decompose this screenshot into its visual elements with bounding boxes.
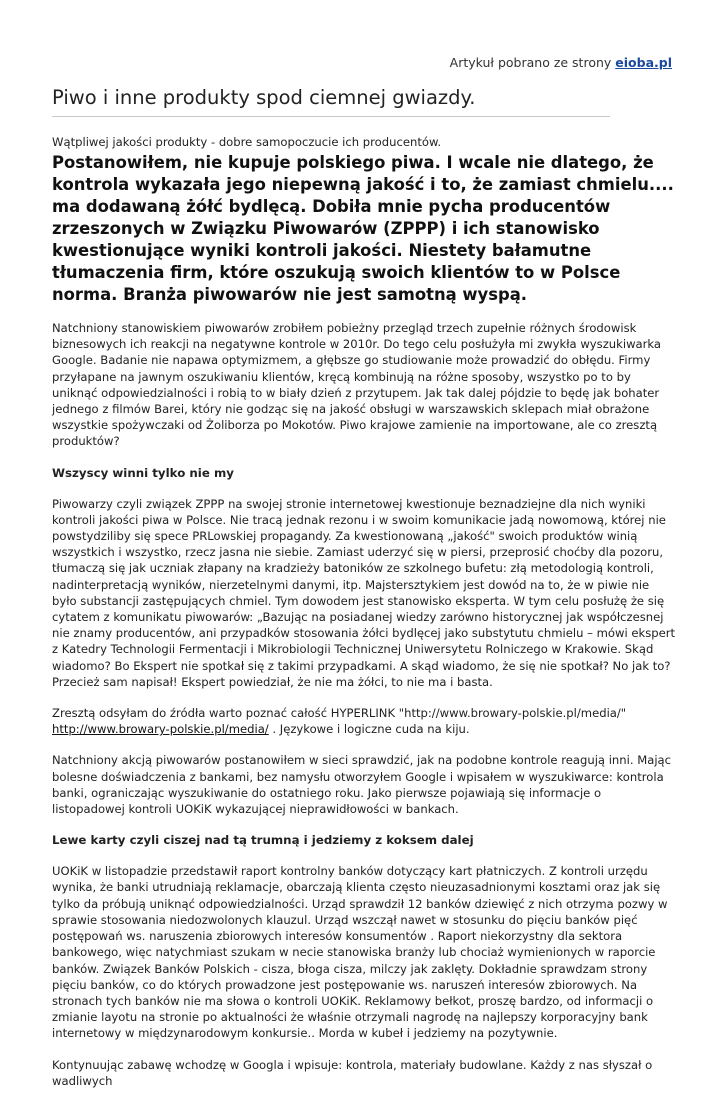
section-heading-1: Wszyscy winni tylko nie my (52, 465, 234, 480)
paragraph-5: UOKiK w listopadzie przedstawił raport kontrolny banków dotyczący kart płatniczych. Z kontroli urzędu wynika, że banki utrudniają reklamacje, obarczają klienta często nieuzasadnionymi kosztami oraz jak się tylko da próbują uniknąć odpowiedzialności. Urząd sprawdził 12 banków dziewięć z nich otrzyma pozwy w sprawie stosowania niedozwolonych klauzul. Urząd wszczął nawet w stosunku do pięciu banków pięć postępowań ws. naruszenia zbiorowych interesów konsumentów . Raport niekorzystny dla sektora bankowego, więc natychmiast szukam w necie stanowiska branży lub chociaż wymienionych w raporcie banków. Związek Banków Polskich - cisza, błoga cisza, milczy jak zaklęty. Dokładnie sprawdzam strony pięciu banków, co do których prowadzone jest postępowanie ws. naruszeń interesów zbiorowych. Na stronach tych banków nie ma słowa o kontroli UOKiK. Reklamowy bełkot, proszę bardzo, od informacji o zmianie layotu na stronie po aktualności że właśnie otrzymali nagrodę na najlepszy korporacyjny bank internetowy w międzynarodowym konkursie.. Morda w kubeł i jedziemy na pozytywnie. (52, 864, 668, 1041)
paragraph-6: Kontynuując zabawę wchodzę w Googla i wpisuje: kontrola, materiały budowlane. Każdy z nas słyszał o wadliwych (52, 1057, 653, 1088)
article-lead: Wątpliwej jakości produkty - dobre samopoczucie ich producentów. (52, 135, 442, 149)
paragraph-4: Natchniony akcją piwowarów postanowiłem w sieci sprawdzić, jak na podobne kontrole reagują inni. Mając bolesne doświadczenia z bankami, bez namysłu otworzyłem Google i wpisałem w wyszukiwarce: kontrola banki, ograniczając wyszukiwanie do ostatniego roku. Jako pierwsze pojawiają się informacje o listopadowej kontroli UOKiK wykazującej nieprawidłowości w bankach. (52, 753, 672, 817)
paragraph-3-post: . Językowe i logiczne cuda na kiju. (268, 722, 470, 737)
section-heading-2: Lewe karty czyli ciszej nad tą trumną i jedziemy z koksem dalej (52, 833, 474, 848)
article-body (52, 134, 677, 1104)
paragraph-3 (52, 705, 677, 737)
title-divider (52, 116, 610, 117)
article-title: Piwo i inne produkty spod ciemnej gwiazdy. (52, 86, 476, 109)
article-intro: Postanowiłem, nie kupuje polskiego piwa. I wcale nie dlatego, że kontrola wykazała jego niepewną jakość i to, że zamiast chmielu.... ma dodawaną żółć bydlęcą. Dobiła mnie pycha producentów zrzeszonych w Związku Piwowarów (ZPPP) i ich stanowisko kwestionujące wyniki kontroli jakości. Niestety bałamutne tłumaczenia firm, które oszukują swoich klientów to w Polsce norma. Branża piwowarów nie jest samotną wyspą. (52, 153, 674, 304)
paragraph-2: Piwowarzy czyli związek ZPPP na swojej stronie internetowej kwestionuje beznadziejne dla nich wyniki kontroli jakości piwa w Polsce. Nie tracą jednak rezonu i w swoim komunikacie jadą nowomową, której nie powstydziliby się spece PRLowskiej propagandy. Za kwestionowaną „jakość" swoich produktów winią wszystkich i wszystko, rzecz jasna nie siebie. Zamiast uderzyć się w piersi, przeprosić choćby dla pozoru, tłumaczą się jak uczniak złapany na kradzieży batoników ze szkolnego bufetu: złą metodologią kontroli, nadinterpretacją wyników, nierzetelnymi danymi, itp. Majstersztykiem jest dowód na to, że w piwie nie było substancji zastępujących chmiel. Tym dowodem jest stanowisko eksperta. W tym celu posłużę że się cytatem z komunikatu piwowarów: „Bazując na posiadanej wiedzy zarówno historycznej jak współczesnej nie znamy producentów, ani przypadków stosowania żółci bydlęcej jako substytutu chmielu – mówi ekspert z Katedry Technologii Fermentacji i Mikrobiologii Technicznej Uniwersytetu Rolniczego w Krakowie. Skąd wiadomo? Bo Ekspert nie spotkał się z takimi przypadkami. A skąd wiadomo, że się nie spotkał? No jak to? Przecież sam napisał! Ekspert powiedział, że nie ma żółci, to nie ma i basta. (52, 496, 676, 689)
paragraph-3-pre: Zresztą odsyłam do źródła warto poznać całość HYPERLINK "http://www.browary-polskie.pl/media/" (52, 706, 627, 721)
source-prefix: Artykuł pobrano ze strony (449, 55, 616, 70)
paragraph-1: Natchniony stanowiskiem piwowarów zrobiłem pobieżny przegląd trzech zupełnie różnych środowisk biznesowych ich reakcji na negatywne kontrole w 2010r. Do tego celu posłużyła mi zwykła wyszukiwarka Google. Badanie nie napawa optymizmem, a głębsze go studiowanie może prowadzić do obłędu. Firmy przyłapane na jawnym oszukiwaniu klientów, kręcą kombinują na różne sposoby, wszystko po to by uniknąć odpowiedzialności i robią to w biały dzień z przytupem. Jak tak dalej pójdzie to będę jak bohater jednego z filmów Barei, który nie godząc się na jakość obsługi w warszawskich sklepach miał obrażone wszystkie spożywczaki od Żoliborza po Mokotów. Piwo krajowe zamienie na importowane, ale co zresztą produktów? (52, 321, 662, 449)
browary-link[interactable]: http://www.browary-polskie.pl/media/ (52, 722, 269, 737)
source-link[interactable]: eioba.pl (615, 55, 672, 70)
source-note (450, 55, 672, 70)
